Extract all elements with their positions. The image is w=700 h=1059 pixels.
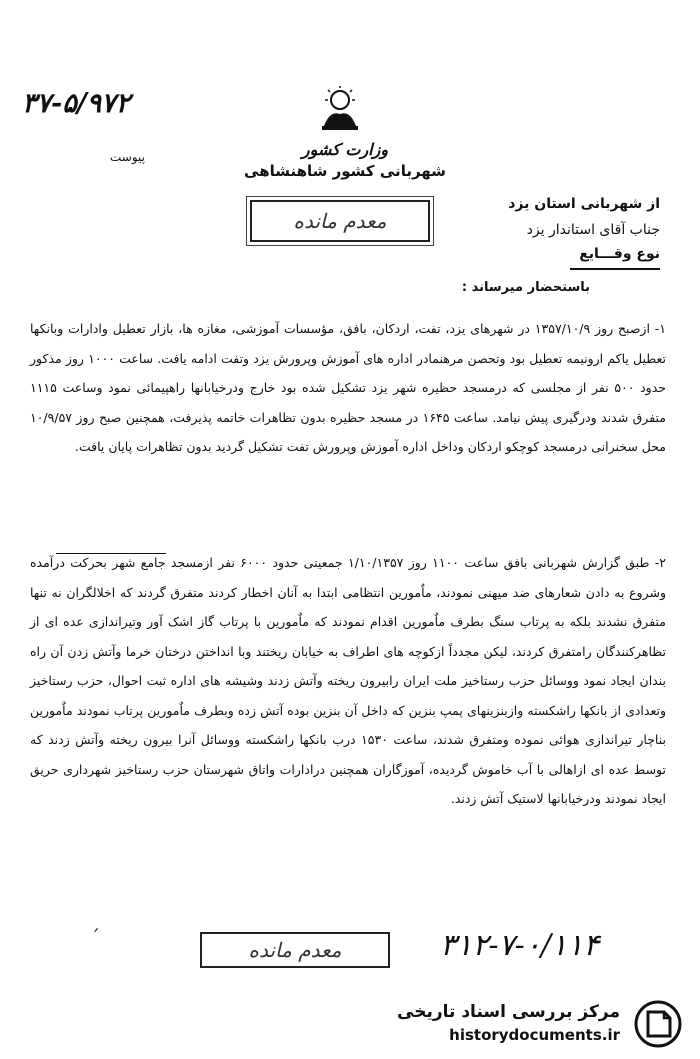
stamp-top-text: معدم مانده: [293, 209, 387, 233]
handwritten-mark: ′: [94, 924, 99, 948]
body-paragraph-2: ۲- طبق گزارش شهربانی بافق ساعت ۱۱۰۰ روز ۱/۱۰/۱۳۵۷ جمعیتی حدود ۶۰۰۰ نفر ازمسجد جامع شهر بحرکت درآمده وشروع به دادن شعارهای ضد میهنی نمودند، ماٌمورین انتظامی ابتدا به آنان اخطار کردند متفرق گردند که اخلالگران نه تنها متفرق نشدند بلکه به پرتاب سنگ بطرف ماٌمورین اقدام نمودند که ماٌمورین با پرتاب گاز اشک آور وتیراندازی عده ای از تظاهرکنندگان رامتفرق کردند، لیکن مجدداً ازکوچه های اطراف به خیابان ریختند وبا انداختن درختان خرما وآتش زدن آن راه بندان ایجاد نمود ووسائل حزب رستاخیز ملت ایران رابیرون ریخته وآتش زدند وشیشه های اداره ثبت احوال، حزب رستاخیز وتعدادی از بانکها راشکسته وازبنزینهای پمپ بنزین که داخل آن بنزین بوده آتش زده وبطرف ماٌمورین پرتاب نمودند ماٌمورین بناچار تیراندازی هوائی نموده ومتفرق شدند، ساعت ۱۵۳۰ درب بانکها راشکسته ووسائل آنرا بیرون ریخته وآتش زدند که توسط عده ای ازاهالی با آب خاموش گردیده، آموزگاران همچنین درادارات واتاق شهرستان حزب رستاخیز شهرداری حریق ایجاد نمودند ودرخیابانها لاستیک آتش زدند.: [30, 555, 667, 806]
document-number: ۳۷-۵/۹۷۲: [22, 88, 131, 119]
to-line: جناب آقای استاندار یزد: [526, 222, 660, 238]
footer-url: historydocuments.ir: [449, 1026, 620, 1044]
office-title: شهربانی کشور شاهنشاهی: [244, 162, 446, 180]
paragraph-underline: [56, 553, 166, 554]
ministry-title: وزارت کشور: [301, 140, 389, 159]
type-underline: [570, 268, 660, 270]
attachment-label: پیوست: [110, 150, 145, 164]
type-line: نوع وقـــایع: [579, 246, 660, 262]
lion-and-sun-emblem-icon: [316, 86, 364, 134]
archive-stamp-top: [250, 200, 430, 242]
salutation: باستحضار میرساند :: [461, 280, 590, 295]
handwritten-archive-number: ۳۱۲-۷-۰/۱۱۴: [440, 928, 600, 963]
stamp-bottom-text: معدم مانده: [248, 938, 342, 962]
footer-watermark: [362, 996, 682, 1050]
document-archive-logo-icon: [634, 1000, 682, 1048]
body-paragraph-1: ۱- ازصبح روز ۱۳۵۷/۱۰/۹ در شهرهای یزد، تفت، اردکان، بافق، مؤسسات آموزشی، مغازه ها، بازار تعطیل وادارات وبانکها تعطیل یاکم ارونیمه تعطیل بود وتحصن مرهنمادر اداره های آموزش وپرورش یزد وتفت ادامه یافت. ساعت ۱۰۰۰ روز مذکور حدود ۵۰۰ نفر از مجلسی که درمسجد حظیره شهر یزد تشکیل شده بود خارج ودرخیابانها راهپیمائی نمود وساعت ۱۱۱۵ متفرق شدند ودرگیری پیش نیامد. ساعت ۱۶۴۵ در مسجد حظیره بدون تظاهرات خاتمه پذیرفت، همچنین صبح روز ۱۰/۹/۵۷ محل سخنرانی درمسجد کوچکو اردکان وداخل اداره آموزش وپرورش تفت تشکیل گردید بدون تظاهرات پایان یافت.: [30, 321, 667, 454]
footer-title: مرکز بررسی اسناد تاریخی: [397, 1002, 620, 1022]
archive-stamp-bottom: [200, 932, 390, 968]
from-line: از شهربانی استان یزد: [508, 196, 660, 212]
